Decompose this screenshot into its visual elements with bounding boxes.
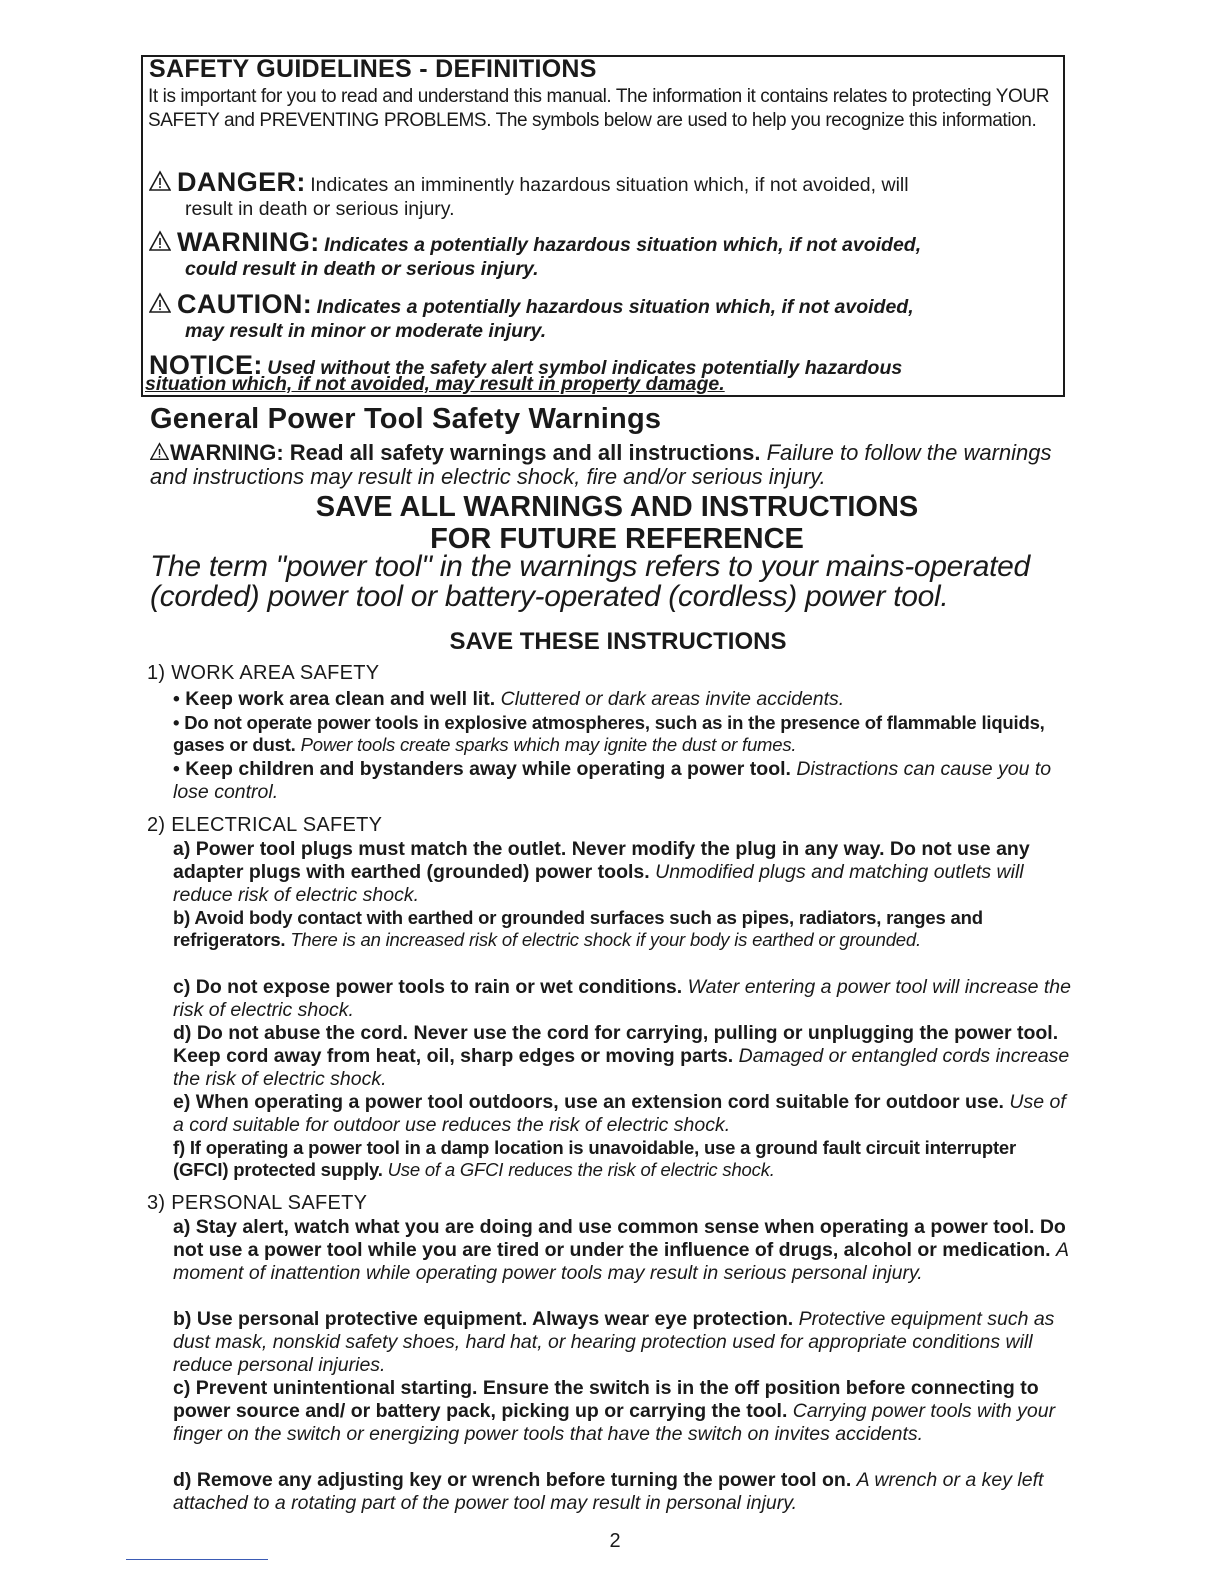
danger-text-line1: Indicates an imminently hazardous situation which, if not avoided, will xyxy=(310,174,909,196)
item-bold: a) Power tool plugs must match the outlet. Never modify the plug in any way. Do not use any adapter plugs with earthed (grounded) power tools. xyxy=(173,838,1030,883)
general-warning-label: WARNING: xyxy=(170,440,284,465)
item-italic: Power tools create sparks which may ignite the dust or fumes. xyxy=(300,734,797,755)
item-bold: b) Use personal protective equipment. Always wear eye protection. xyxy=(173,1308,794,1330)
item-bold: c) Prevent unintentional starting. Ensure the switch is in the off position before connecting to power source and/ or battery pack, picking up or carrying the tool. xyxy=(173,1377,1039,1422)
safety-alert-icon xyxy=(149,292,171,314)
general-warning-italic: Failure to follow the warnings and instructions may result in electric shock, fire and/or serious injury. xyxy=(150,440,1052,489)
item-bold: e) When operating a power tool outdoors, use an extension cord suitable for outdoor use. xyxy=(173,1091,1004,1113)
item-bold: • Keep work area clean and well lit. xyxy=(173,688,496,710)
definitions-intro: It is important for you to read and understand this manual. The information it contains relates to protecting YOUR SAFETY and PREVENTING PROBLEMS. The symbols below are used to help you recognize this information. xyxy=(148,86,1050,131)
list-item xyxy=(173,1308,1073,1377)
section-heading-work-area: 1) WORK AREA SAFETY xyxy=(147,662,380,684)
list-item xyxy=(173,907,1073,951)
item-bold: • Keep children and bystanders away while operating a power tool. xyxy=(173,758,791,780)
safety-alert-icon xyxy=(149,170,171,192)
item-italic: Protective equipment such as dust mask, nonskid safety shoes, hard hat, or hearing protection used for appropriate conditions will reduce personal injuries. xyxy=(173,1308,1055,1376)
safety-alert-icon xyxy=(149,230,171,252)
notice-text-line1: Used without the safety alert symbol indicates potentially hazardous xyxy=(267,357,903,379)
section-heading-electrical: 2) ELECTRICAL SAFETY xyxy=(147,814,383,836)
footer-rule xyxy=(126,1559,268,1560)
item-italic: Damaged or entangled cords increase the risk of electric shock. xyxy=(173,1045,1070,1090)
notice-label: NOTICE: xyxy=(149,350,263,380)
definition-warning xyxy=(149,227,1061,280)
list-item xyxy=(173,688,1073,711)
item-italic: There is an increased risk of electric shock if your body is earthed or grounded. xyxy=(290,929,921,950)
definitions-box xyxy=(141,55,1065,397)
general-warning-paragraph xyxy=(150,441,1070,489)
list-item xyxy=(173,712,1073,756)
definitions-title: SAFETY GUIDELINES - DEFINITIONS xyxy=(149,55,597,83)
item-bold: f) If operating a power tool in a damp location is unavoidable, use a ground fault circuit interrupter (GFCI) protected supply. xyxy=(173,1137,1017,1180)
warning-label: WARNING: xyxy=(177,227,320,257)
item-bold: • Do not operate power tools in explosive atmospheres, such as in the presence of flammable liquids, gases or dust. xyxy=(173,712,1045,755)
list-item xyxy=(173,1377,1073,1446)
power-tool-term-note: The term "power tool" in the warnings refers to your mains-operated (corded) power tool or battery-operated (cordless) power tool. xyxy=(150,550,1030,613)
warning-text-line1: Indicates a potentially hazardous situation which, if not avoided, xyxy=(324,234,922,256)
page-number: 2 xyxy=(609,1530,621,1552)
item-bold: d) Remove any adjusting key or wrench before turning the power tool on. xyxy=(173,1469,852,1491)
item-italic: A moment of inattention while operating power tools may result in serious personal injury. xyxy=(173,1239,1069,1284)
list-item xyxy=(173,1216,1073,1285)
save-all-warnings-line1: SAVE ALL WARNINGS AND INSTRUCTIONS xyxy=(315,491,919,523)
section-heading-personal: 3) PERSONAL SAFETY xyxy=(147,1192,368,1214)
caution-text-line1: Indicates a potentially hazardous situation which, if not avoided, xyxy=(316,296,914,318)
list-item xyxy=(173,1091,1073,1137)
danger-text-line2: result in death or serious injury. xyxy=(185,198,455,220)
warning-text-line2: could result in death or serious injury. xyxy=(185,258,539,280)
caution-label: CAUTION: xyxy=(177,289,313,319)
item-italic: Unmodified plugs and matching outlets will reduce risk of electric shock. xyxy=(173,861,1024,906)
item-bold: a) Stay alert, watch what you are doing and use common sense when operating a power tool. Do not use a power tool while you are tired or under the influence of drugs, alcohol or medication. xyxy=(173,1216,1066,1261)
item-italic: Carrying power tools with your finger on the switch or energizing power tools that have the switch on invites accidents. xyxy=(173,1400,1056,1445)
definition-caution xyxy=(149,289,1061,342)
list-item xyxy=(173,1469,1073,1515)
general-safety-title: General Power Tool Safety Warnings xyxy=(150,403,662,435)
list-item xyxy=(173,976,1073,1022)
item-italic: Distractions can cause you to lose control. xyxy=(173,758,1052,803)
list-item xyxy=(173,1137,1073,1181)
list-item xyxy=(173,838,1073,907)
list-item xyxy=(173,758,1073,804)
caution-text-line2: may result in minor or moderate injury. xyxy=(185,320,547,342)
list-item xyxy=(173,1022,1073,1091)
item-bold: c) Do not expose power tools to rain or wet conditions. xyxy=(173,976,683,998)
item-italic: Water entering a power tool will increase the risk of electric shock. xyxy=(173,976,1071,1021)
danger-label: DANGER: xyxy=(177,167,306,197)
general-warning-bold: Read all safety warnings and all instructions. xyxy=(289,440,761,465)
item-bold: b) Avoid body contact with earthed or grounded surfaces such as pipes, radiators, ranges and refrigerators. xyxy=(173,907,983,950)
item-italic: Use of a GFCI reduces the risk of electric shock. xyxy=(387,1159,775,1180)
notice-text-line2: situation which, if not avoided, may result in property damage. xyxy=(145,373,725,395)
item-italic: A wrench or a key left attached to a rotating part of the power tool may result in personal injury. xyxy=(173,1469,1044,1514)
save-all-warnings-line2: FOR FUTURE REFERENCE xyxy=(430,523,804,555)
item-bold: d) Do not abuse the cord. Never use the cord for carrying, pulling or unplugging the power tool. Keep cord away from heat, oil, sharp edges or moving parts. xyxy=(173,1022,1059,1067)
item-italic: Cluttered or dark areas invite accidents. xyxy=(500,688,845,710)
definition-danger xyxy=(149,167,1061,220)
safety-alert-icon xyxy=(150,442,169,461)
save-these-instructions: SAVE THESE INSTRUCTIONS xyxy=(449,628,787,655)
item-italic: Use of a cord suitable for outdoor use reduces the risk of electric shock. xyxy=(173,1091,1066,1136)
